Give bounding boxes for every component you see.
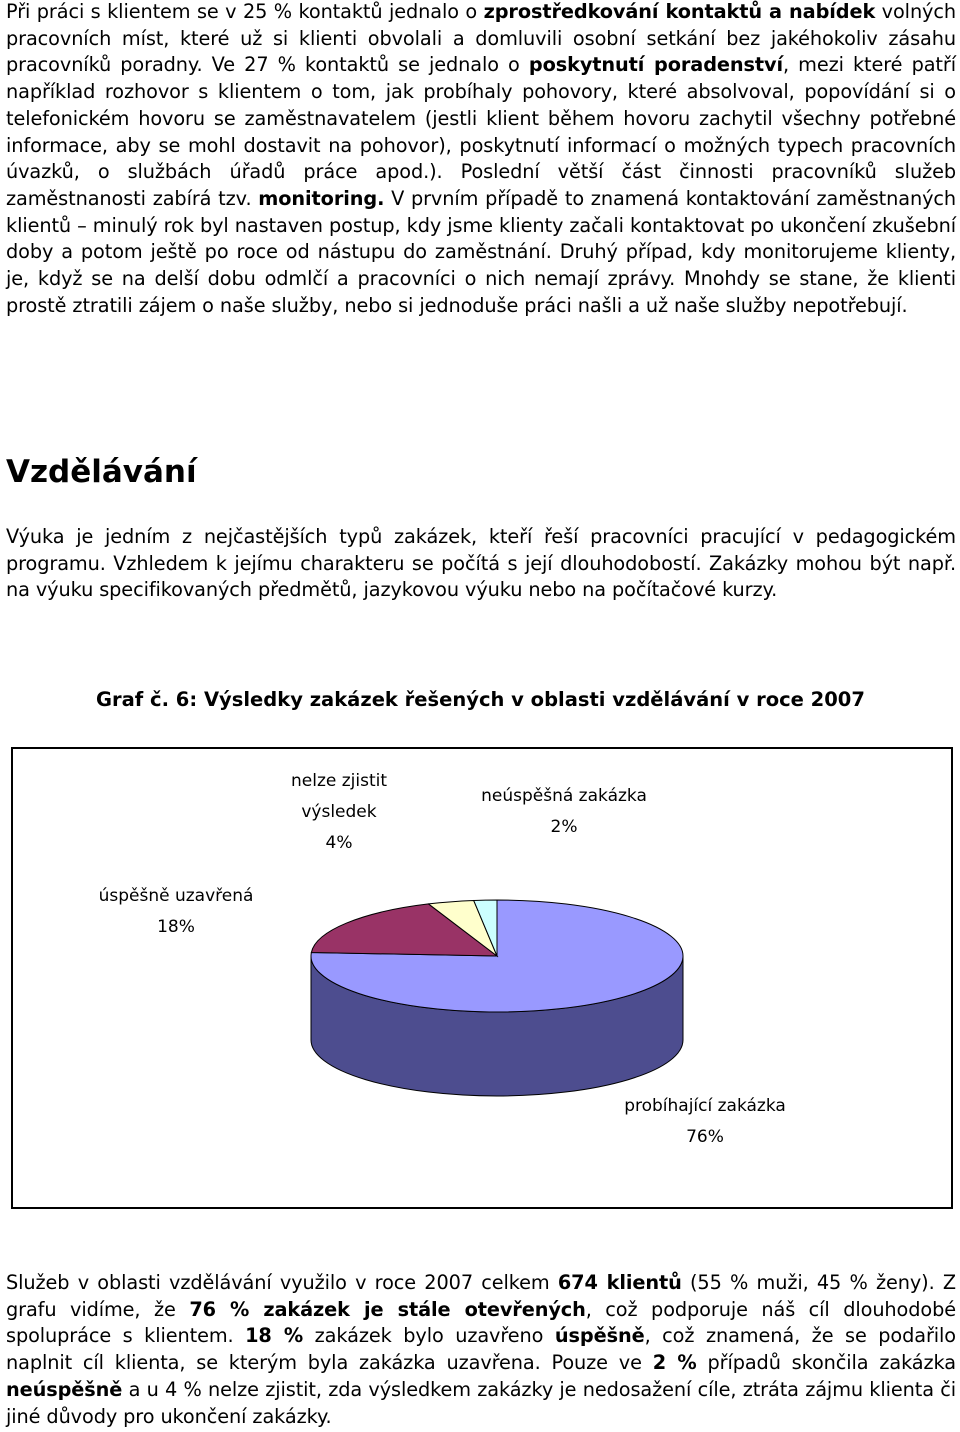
pie-chart-frame: [11, 747, 953, 1209]
p3-run-8: , což znamená, že se podařilo naplnit cíl klienta, se kterým byla zakázka uzavřena. Pouze ve: [6, 1324, 956, 1375]
chart-caption: Graf č. 6: Výsledky zakázek řešených v oblasti vzdělávání v roce 2007: [96, 688, 865, 711]
pie-label-3-value: 2%: [550, 817, 578, 837]
p3-run-4: , což podporuje náš cíl dlouhodobé spolupráce s klientem.: [6, 1297, 956, 1348]
pie-label-2: [291, 771, 387, 853]
p3-run-7: úspěšně: [554, 1324, 645, 1348]
pie-label-3-name-0: neúspěšná zakázka: [481, 786, 647, 806]
p3-run-12: a u 4 % nelze zjistit, zda výsledkem zakázky je nedosažení cíle, ztráta zájmu klienta či jiné důvody pro ukončení zakázky.: [6, 1377, 956, 1428]
section-heading-vzdelavani: Vzdělávání: [6, 454, 197, 490]
p3-run-3: 76 % zakázek je stále otevřených: [189, 1297, 586, 1321]
pie-label-0-value: 76%: [686, 1127, 724, 1147]
p3-run-0: Služeb v oblasti vzdělávání využilo v roce 2007 celkem: [6, 1271, 558, 1294]
p3-run-9: 2 %: [652, 1351, 697, 1375]
p3-run-10: případů skončila zakázka: [696, 1351, 956, 1375]
pie-chart: [13, 749, 951, 1207]
paragraph-vyuka: [6, 524, 956, 604]
p3-run-11: neúspěšně: [6, 1377, 123, 1401]
p1-run-1: zprostředkování kontaktů a nabídek: [483, 0, 876, 23]
p1-run-6: V prvním případě to znamená kontaktování zaměstnaných klientů – minulý rok byl nastaven postup, kdy jsme klienty začali kontaktovat po ukončení zkušební doby a potom ještě po roce od nástupu do zaměstnání. Druhý případ, kdy monitorujeme klienty, je, když se na delší dobu odmlčí a pracovníci o nich nemají zprávy. Mnohdy se stane, že klienti prostě ztratili zájem o naše služby, nebo si jednoduše práci našli a už naše služby nepotřebují.: [6, 186, 956, 317]
pie-label-1-name-0: úspěšně uzavřená: [98, 886, 254, 906]
p1-run-5: monitoring.: [258, 186, 385, 210]
p1-run-3: poskytnutí poradenství: [528, 53, 783, 77]
pie-label-0: [624, 1096, 786, 1147]
p2-run-0: Výuka je jedním z nejčastějších typů zakázek, kteří řeší pracovníci pracující v pedagogickém programu. Vzhledem k jejímu charakteru se počítá s její dlouhodobostí. Zakázky mohou být např. na výuku specifikovaných předmětů, jazykovou výuku nebo na počítačové kurzy.: [6, 525, 956, 602]
pie-label-2-name-1: výsledek: [301, 802, 377, 822]
p1-run-4: , mezi které patří například rozhovor s klientem o tom, jak probíhaly pohovory, které absolvoval, popovídání si o telefonickém hovoru se zaměstnavatelem (jestli klient během hovoru zachytil všechny potřebné informace, aby se mohl dostavit na pohovor), poskytnutí informací o možných typech pracovních úvazků, o službách úřadů práce apod.). Poslední větší část činnosti pracovníků služeb zaměstnanosti zabírá tzv.: [6, 53, 956, 210]
p3-run-5: 18 %: [245, 1324, 304, 1348]
paragraph-summary: [6, 1270, 956, 1430]
pie-label-1-value: 18%: [157, 917, 195, 937]
pie-label-1: [99, 886, 254, 937]
pie-label-2-value: 4%: [325, 833, 353, 853]
paragraph-monitoring: [6, 0, 956, 319]
p1-run-2: volných pracovních míst, které už si klienti obvolali a domluvili osobní setkání bez jakéhokoliv zásahu pracovníků poradny. Ve 27 % kontaktů se jednalo o: [6, 0, 956, 77]
p3-run-2: (55 % muži, 45 % ženy). Z grafu vidíme, že: [6, 1271, 957, 1321]
pie-label-3: [481, 786, 647, 837]
p1-run-0: Při práci s klientem se v 25 % kontaktů jednalo o: [6, 0, 484, 23]
p3-run-1: 674 klientů: [557, 1271, 682, 1294]
pie-label-0-name-0: probíhající zakázka: [624, 1096, 786, 1116]
p3-run-6: zakázek bylo uzavřeno: [303, 1324, 555, 1348]
pie-label-2-name-0: nelze zjistit: [290, 771, 388, 791]
